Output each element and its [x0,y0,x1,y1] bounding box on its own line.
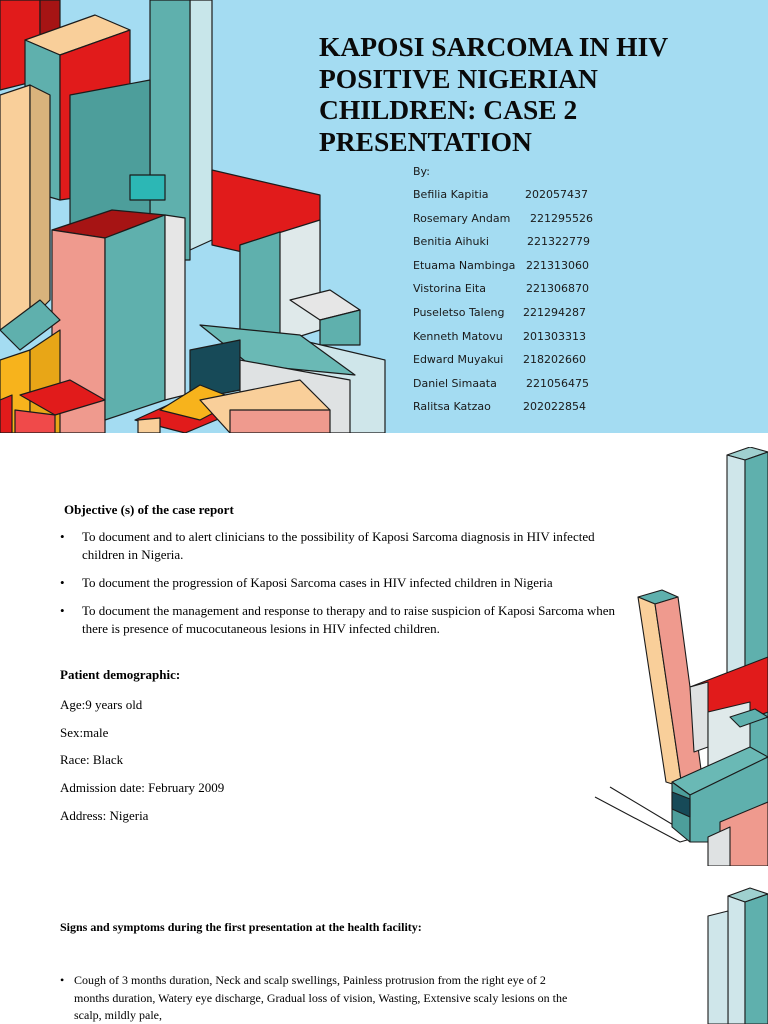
author-id: 221313060 [526,258,589,272]
symptoms-item: • Cough of 3 months duration, Neck and scalp swellings, Painless protrusion from the right eye of 2 months duration, Watery eye discharge, Gradual loss of vision, Wasting, Extensive scaly lesions on the scalp, mildly pale, [60,972,570,1024]
demographic-sex: Sex:male [60,725,109,740]
author-row [413,259,613,283]
author-id: 221056475 [526,376,589,390]
author-row [413,377,613,401]
author-id: 221294287 [523,305,586,319]
author-name: Rosemary Andam [413,211,511,225]
author-row [413,212,613,236]
objective-item: • To document the management and response to therapy and to raise suspicion of Kaposi Sarcoma when there is presence of mucocutaneous lesions in HIV infected children. [60,602,620,638]
objective-item: • To document and to alert clinicians to the possibility of Kaposi Sarcoma diagnosis in HIV infected children in Nigeria. [60,528,620,564]
symptoms-slide [0,866,768,1024]
author-list [413,188,613,424]
author-name: Befilia Kapitia [413,188,489,201]
title-line: PRESENTATION [319,125,532,157]
by-label: By: [413,165,430,178]
title-slide [0,0,768,433]
presentation-title [319,31,759,157]
author-name: Ralitsa Katzao [413,400,491,414]
building-blocks-illustration [590,447,768,866]
symptoms-list [60,972,570,1024]
author-row [413,353,613,377]
author-row [413,188,613,212]
author-row [413,282,613,306]
author-name: Edward Muyakui [413,353,504,367]
demographic-race: Race: Black [60,752,124,767]
author-name: Benitia Aihuki [413,235,489,249]
author-row [413,306,613,330]
demographic-age: Age:9 years old [60,697,143,712]
author-id: 221295526 [530,211,593,225]
title-line: CHILDREN: CASE 2 [319,94,578,125]
title-line: POSITIVE NIGERIAN [319,62,598,94]
title-line: KAPOSI SARCOMA IN HIV [319,31,669,62]
author-name: Etuama Nambinga [413,258,516,272]
author-id: 202057437 [525,188,588,201]
demographic-heading: Patient demographic: [60,667,181,682]
objective-heading: Objective (s) of the case report [64,502,234,517]
author-name: Daniel Simaata [413,376,497,390]
author-id: 221306870 [526,282,589,296]
author-row [413,235,613,259]
objective-list [60,528,620,648]
demographic-address: Address: Nigeria [60,808,149,823]
building-blocks-illustration [700,876,768,1024]
author-id: 201303313 [523,329,586,343]
author-id: 218202660 [523,353,586,367]
author-name: Puseletso Taleng [413,305,505,319]
author-id: 202022854 [523,400,586,414]
author-row [413,330,613,354]
objective-item: • To document the progression of Kaposi Sarcoma cases in HIV infected children in Nigeria [60,574,620,592]
objectives-slide [0,433,768,866]
author-id: 221322779 [527,235,590,249]
author-name: Kenneth Matovu [413,329,503,343]
demographic-admission-date: Admission date: February 2009 [60,780,225,795]
symptoms-heading: Signs and symptoms during the first presentation at the health facility: [60,920,422,934]
author-name: Vistorina Eita [413,282,486,296]
author-row [413,400,613,424]
